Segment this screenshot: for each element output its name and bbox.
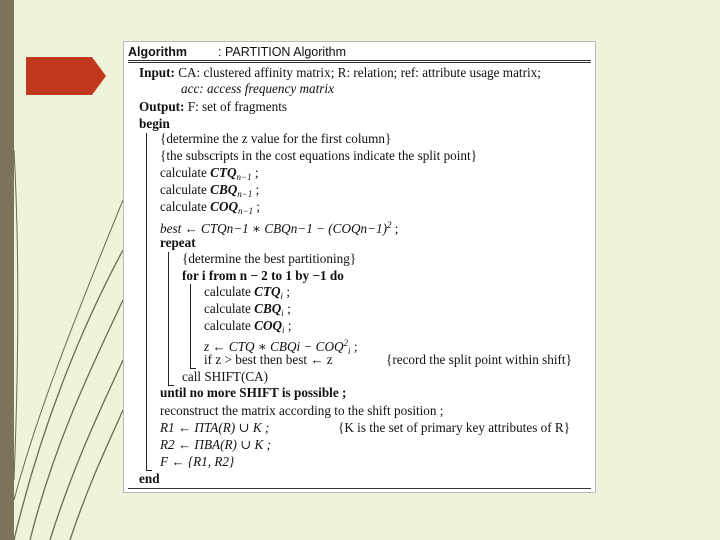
end-keyword: end	[139, 471, 160, 486]
algorithm-document	[123, 41, 596, 493]
for-loop-line: for i from n − 2 to 1 by −1 do	[182, 268, 344, 283]
z-subscript: i	[348, 346, 351, 356]
calc-sub: n−1	[238, 206, 254, 216]
calc-word: calculate	[204, 318, 251, 333]
calc-var: CTQ	[254, 284, 281, 299]
r2-line: R2 ← ΠBA(R) ∪ K ;	[160, 437, 272, 452]
header-rule	[128, 62, 591, 63]
algorithm-header	[128, 44, 591, 61]
calc-var: CTQ	[210, 165, 237, 180]
header-keyword: Algorithm	[128, 45, 188, 59]
semicolon: ;	[353, 339, 358, 354]
output-line	[139, 99, 287, 115]
semicolon: ;	[256, 199, 261, 214]
comment-z: {determine the z value for the first column}	[160, 131, 392, 146]
semicolon: ;	[287, 318, 292, 333]
if-line: if z > best then best ← z	[204, 352, 333, 367]
input-line-1	[139, 65, 541, 81]
best-exponent: 2	[387, 220, 392, 230]
calc-sub: n−1	[236, 172, 252, 182]
semicolon: ;	[254, 165, 259, 180]
red-pointer-tab	[26, 57, 106, 95]
semicolon: ;	[394, 221, 399, 236]
comment-record: {record the split point within shift}	[386, 352, 572, 367]
calc-word: calculate	[160, 165, 207, 180]
repeat-block-bar	[168, 252, 169, 385]
calc-word: calculate	[160, 199, 207, 214]
best-assign-line	[160, 217, 398, 237]
calc-sub: i	[282, 325, 285, 335]
calc-word: calculate	[204, 301, 251, 316]
footer-rule	[128, 488, 591, 489]
until-line: until no more SHIFT is possible ;	[160, 385, 347, 400]
begin-block-bar	[146, 133, 147, 470]
calc-var: CBQ	[210, 182, 238, 197]
begin-keyword: begin	[139, 116, 170, 131]
calc-var: COQ	[210, 199, 238, 214]
input-text: CA: clustered affinity matrix; R: relation; ref: attribute usage matrix;	[178, 65, 541, 80]
semicolon: ;	[286, 284, 291, 299]
output-keyword: Output:	[139, 99, 185, 114]
calc-word: calculate	[204, 284, 251, 299]
for-block-bar	[190, 284, 191, 368]
comment-partitioning: {determine the best partitioning}	[182, 251, 357, 266]
repeat-keyword: repeat	[160, 235, 196, 250]
calc-coq-line	[160, 199, 260, 219]
r1-line: R1 ← ΠTA(R) ∪ K ;	[160, 420, 270, 435]
semicolon: ;	[255, 182, 260, 197]
comment-subscripts: {the subscripts in the cost equations indicate the split point}	[160, 148, 478, 163]
calc-sub: n−1	[237, 189, 253, 199]
calc-word: calculate	[160, 182, 207, 197]
z-exponent: 2	[343, 338, 348, 348]
z-expression: z ← CTQ ∗ CBQi − COQ	[204, 339, 344, 354]
call-shift-line: call SHIFT(CA)	[182, 369, 269, 384]
calc-var: CBQ	[254, 301, 282, 316]
calc-sub: i	[281, 308, 284, 318]
header-title: : PARTITION Algorithm	[218, 45, 347, 59]
reconstruct-line: reconstruct the matrix according to the shift position ;	[160, 403, 444, 418]
input-line-2: acc: access frequency matrix	[181, 81, 334, 96]
calc-sub: i	[280, 291, 284, 301]
comment-key: {K is the set of primary key attributes of R}	[338, 420, 571, 435]
semicolon: ;	[287, 301, 291, 316]
best-expression: best ← CTQn−1 ∗ CBQn−1 − (COQn−1)	[160, 221, 387, 236]
f-line: F ← {R1, R2}	[160, 454, 235, 469]
output-text: F: set of fragments	[187, 99, 287, 114]
calc-var: COQ	[254, 318, 282, 333]
input-keyword: Input:	[139, 65, 175, 80]
